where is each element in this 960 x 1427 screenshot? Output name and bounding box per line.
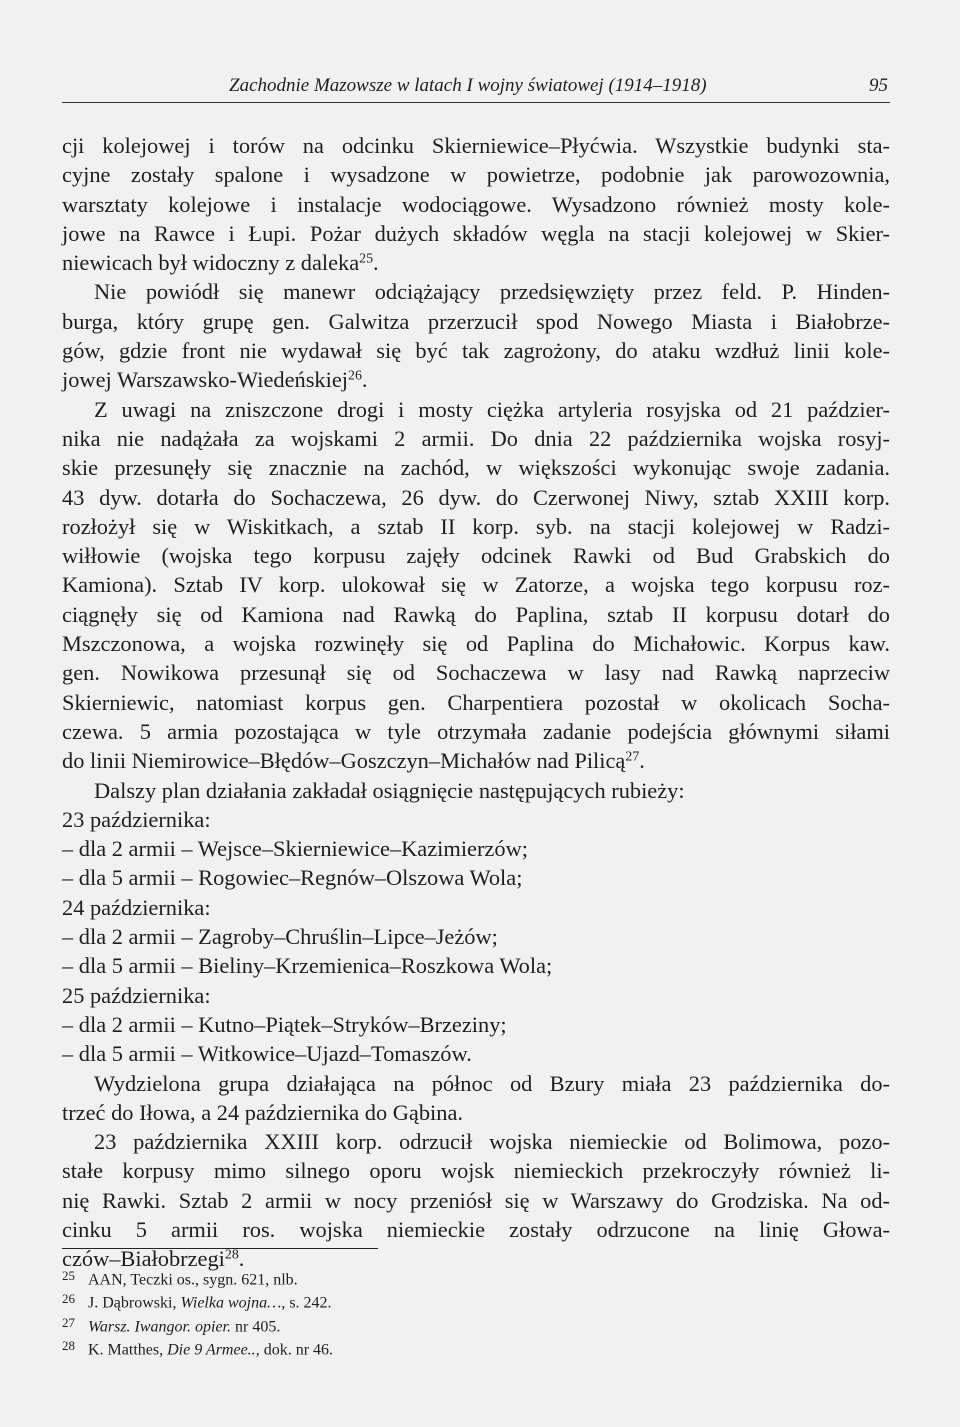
footnote-text: J. Dąbrowski,	[88, 1294, 181, 1312]
footnote-27	[62, 1314, 662, 1337]
text-span: czów–Białobrzegi	[62, 1246, 225, 1272]
footnote-title: Die 9 Armee..	[167, 1341, 256, 1359]
text-line: gen. Nowikowa przesunął się od Sochaczewa w lasy nad Rawką naprzeciw	[62, 660, 890, 686]
text-line: burga, który grupę gen. Galwitza przerzucił spod Nowego Miasta i Białobrze-	[62, 308, 890, 334]
text-line: czewa. 5 armia pozostająca w tyle otrzymała zadanie podejścia głównymi siłami	[62, 718, 890, 744]
text-line	[62, 746, 890, 775]
body-text	[62, 131, 890, 1274]
text-line: cinku 5 armii ros. wojska niemieckie zostały odrzucone na linię Głowa-	[62, 1216, 890, 1242]
footnote-number: 28	[62, 1338, 75, 1354]
text-line	[62, 248, 890, 277]
footnote-28	[62, 1337, 662, 1360]
text-line: nię Rawki. Sztab 2 armii w nocy przeniósł się w Warszawy do Grodziska. Na od-	[62, 1187, 890, 1213]
list-item: – dla 5 armii – Witkowice–Ujazd–Tomaszów.	[62, 1041, 472, 1067]
footnote-number: 26	[62, 1291, 75, 1307]
text-line: 43 dyw. dotarła do Sochaczewa, 26 dyw. do Czerwonej Niwy, sztab XXIII korp.	[62, 484, 890, 510]
footnote-number: 27	[62, 1314, 75, 1330]
text-line: 23 października XXIII korp. odrzucił wojska niemieckie od Bolimowa, pozo-	[94, 1129, 890, 1155]
text-line: Z uwagi na zniszczone drogi i mosty ciężka artyleria rosyjska od 21 paździer-	[94, 396, 890, 422]
text-line: Wydzielona grupa działająca na północ od Bzury miała 23 października do-	[94, 1070, 890, 1096]
text-line: stałe korpusy mimo silnego oporu wojsk niemieckich przekroczyły również li-	[62, 1158, 890, 1184]
text-line: skie przesunęły się znacznie na zachód, w większości wykonując swoje zadania.	[62, 455, 890, 481]
footnote-text: AAN, Teczki os., sygn. 621, nlb.	[88, 1271, 298, 1289]
text-span: jowej Warszawsko-Wiedeńskiej	[62, 367, 349, 393]
page-number: 95	[869, 75, 888, 96]
list-item: – dla 2 armii – Zagroby–Chruślin–Lipce–Jeżów;	[62, 924, 498, 950]
text-line: nika nie nadążała za wojskami 2 armii. Do dnia 22 października wojska rosyj-	[62, 425, 890, 451]
footnote-title: Warsz. Iwangor. opier.	[88, 1318, 231, 1336]
punct: .	[373, 250, 379, 276]
footnote-25	[62, 1267, 662, 1290]
text-line: ciągnęły się od Kamiona nad Rawką do Paplina, sztab II korpusu dotarł do	[62, 601, 890, 627]
footnote-text: , s. 242.	[281, 1294, 332, 1312]
text-span: niewicach był widoczny z daleka	[62, 250, 360, 276]
text-line: cji kolejowej i torów na odcinku Skierniewice–Płyćwia. Wszystkie budynki sta-	[62, 133, 890, 158]
running-title: Zachodnie Mazowsze w latach I wojny światowej (1914–1918)	[229, 75, 707, 96]
footnote-rule	[62, 1248, 378, 1249]
footnote-ref-28[interactable]: 28	[224, 1247, 239, 1263]
text-line: 25 października:	[62, 982, 211, 1008]
text-span: do linii Niemirowice–Błędów–Goszczyn–Michałów nad Pilicą	[62, 748, 626, 774]
text-line	[62, 365, 890, 394]
text-line: warsztaty kolejowe i instalacje wodociągowe. Wysadzono również mosty kole-	[62, 191, 890, 217]
text-line: 23 października:	[62, 806, 211, 832]
text-line: cyjne zostały spalone i wysadzone w powietrze, podobnie jak parowozownia,	[62, 162, 890, 188]
punct: .	[238, 1246, 245, 1272]
punct: .	[639, 748, 645, 774]
text-line: Mszczonowa, a wojska rozwinęły się od Paplina do Michałowic. Korpus kaw.	[62, 631, 890, 657]
list-item: – dla 2 armii – Wejsce–Skierniewice–Kazimierzów;	[62, 836, 528, 862]
punct: .	[361, 367, 368, 393]
text-line: Skierniewic, natomiast korpus gen. Charpentiera pozostał w okolicach Socha-	[62, 689, 890, 715]
text-line: 24 października:	[62, 894, 211, 920]
text-line: rozłożył się w Wiskitkach, a sztab II korp. syb. na stacji kolejowej w Radzi-	[62, 513, 890, 539]
footnote-number: 25	[62, 1268, 75, 1283]
list-item: – dla 2 armii – Kutno–Piątek–Stryków–Brzeziny;	[62, 1011, 507, 1037]
footnote-text: nr 405.	[231, 1318, 281, 1336]
text-line: trzeć do Iłowa, a 24 października do Gąbina.	[62, 1099, 463, 1125]
footnote-ref-27[interactable]: 27	[625, 749, 640, 765]
text-line: Dalszy plan działania zakładał osiągnięcie następujących rubieży:	[94, 777, 685, 803]
footnote-26	[62, 1290, 662, 1313]
text-line: wiłłowie (wojska tego korpusu zajęły odcinek Rawki od Bud Grabskich do	[62, 543, 890, 569]
text-line: gów, gdzie front nie wydawał się być tak zagrożony, do ataku wzdłuż linii kole-	[62, 338, 890, 364]
footnote-title: Wielka wojna…	[180, 1294, 282, 1312]
running-head	[62, 70, 890, 103]
footnote-text: , dok. nr 46.	[255, 1341, 334, 1359]
footnote-ref-25[interactable]: 25	[359, 251, 374, 267]
text-line: Kamiona). Sztab IV korp. ulokował się w Zatorze, a wojska tego korpusu roz-	[62, 572, 890, 598]
text-line: Nie powiódł się manewr odciążający przedsięwzięty przez feld. P. Hinden-	[94, 279, 890, 305]
list-item: – dla 5 armii – Rogowiec–Regnów–Olszowa Wola;	[62, 865, 523, 891]
footnotes	[62, 1267, 662, 1360]
list-item: – dla 5 armii – Bieliny–Krzemienica–Roszkowa Wola;	[62, 953, 553, 979]
footnote-text: K. Matthes,	[88, 1341, 168, 1359]
text-line: jowe na Rawce i Łupi. Pożar dużych składów węgla na stacji kolejowej w Skier-	[62, 220, 890, 246]
footnote-ref-26[interactable]: 26	[348, 368, 362, 384]
